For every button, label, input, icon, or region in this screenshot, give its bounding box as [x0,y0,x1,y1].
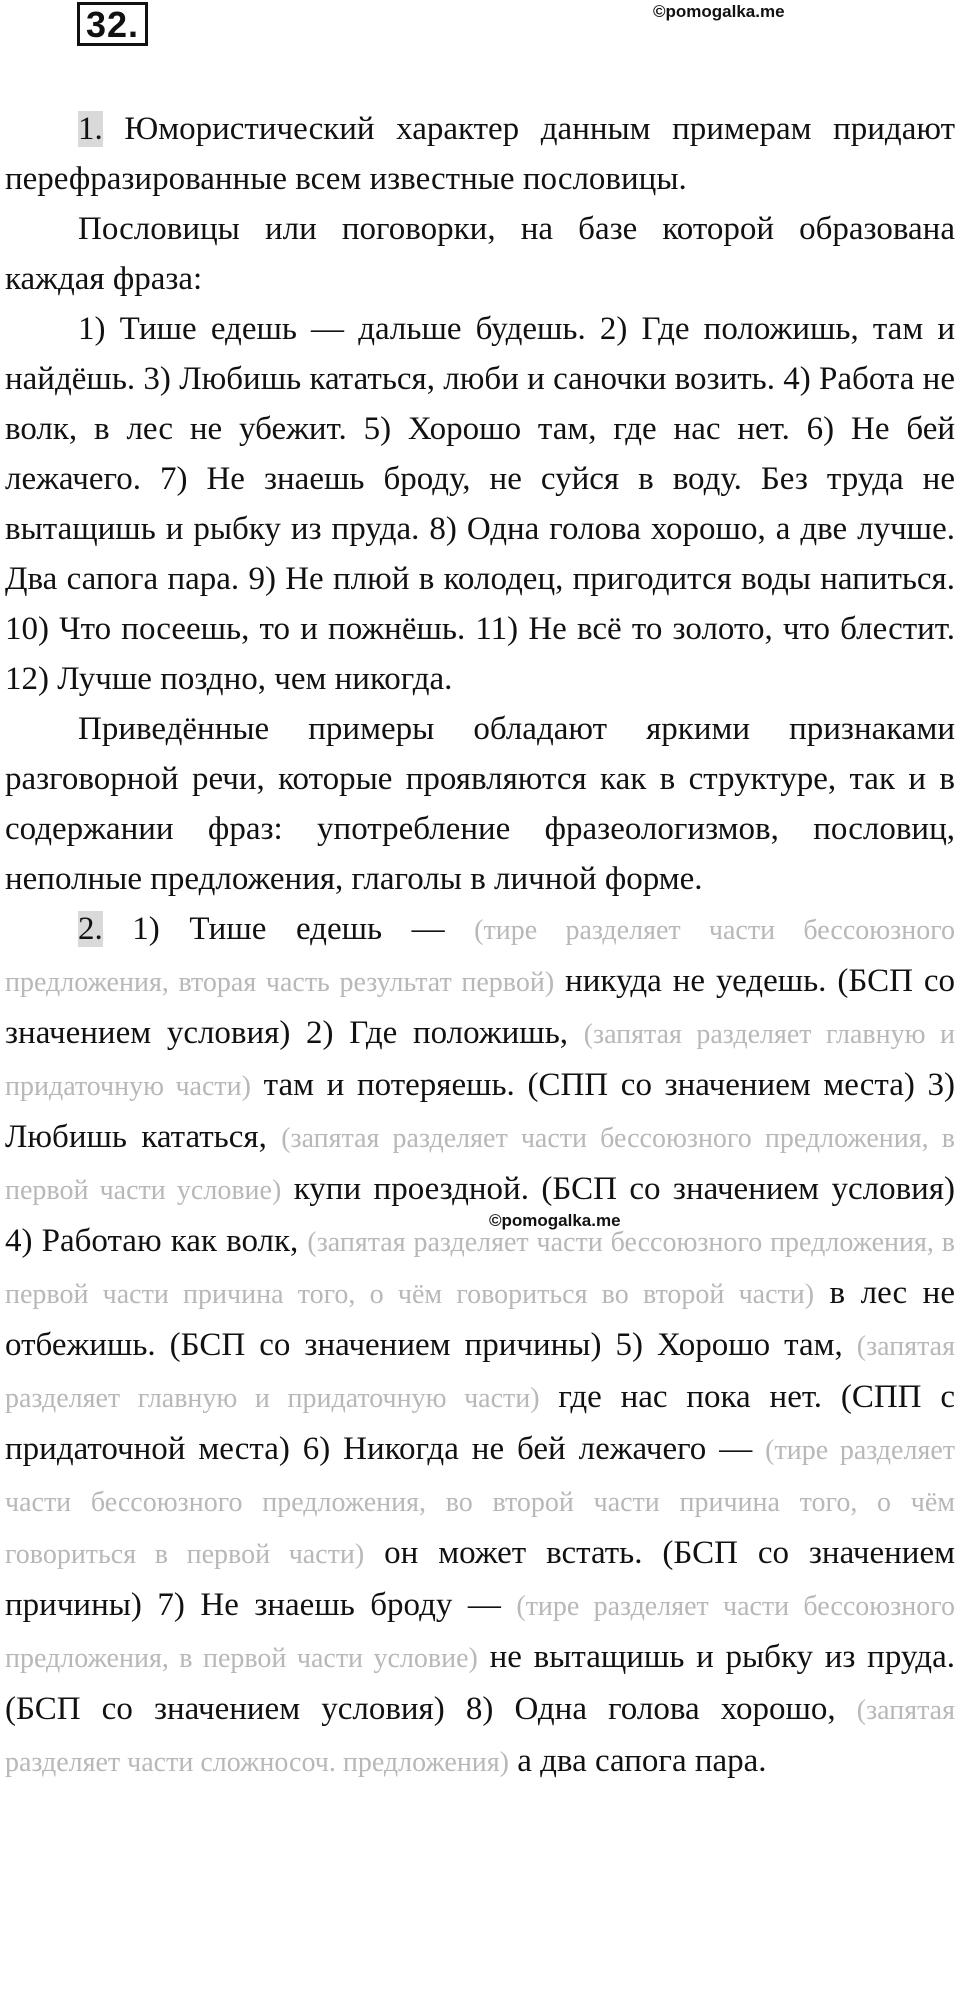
part2-note-5: (запятая разделяет главную и придаточную части) [5,1331,955,1414]
part2-text-9: а два сапога пара. [509,1743,767,1779]
part2-paragraph [5,904,955,1788]
part2-text-5: в лес не отбежишь. (БСП со значением причины) 5) Хорошо там, [5,1275,955,1363]
part2-text-1: 1) Тише едешь — [102,911,475,947]
part2-note-2: (запятая разделяет главную и придаточную части) [5,1019,955,1102]
solution-text [5,104,955,1788]
part1-paragraph-4 [5,704,955,904]
part2-number: 2. [78,911,103,947]
part1-p1-text: Юмористический характер данным примерам придают перефразированные всем известные пословицы. [5,111,955,197]
part1-paragraph-1 [5,104,955,204]
part2-text-2: никуда не уедешь. (БСП со значением условия) 2) Где положишь, [5,963,955,1051]
part1-paragraph-3 [5,304,955,704]
part1-p3-text: 1) Тише едешь — дальше будешь. 2) Где положишь, там и найдёшь. 3) Любишь кататься, люби и саночки возить. 4) Работа не волк, в лес не убежит. 5) Хорошо там, где нас нет. 6) Не бей лежачего. 7) Не знаешь броду, не суйся в воду. Без труда не вытащишь и рыбку из пруда. 8) Одна голова хорошо, а две лучше. Два сапога пара. 9) Не плюй в колодец, пригодится воды напиться. 10) Что посеешь, то и пожнёшь. 11) Не всё то золото, что блестит. 12) Лучше поздно, чем никогда. [5,311,955,697]
part1-paragraph-2 [5,204,955,304]
part2-note-4: (запятая разделяет части бессоюзного предложения, в первой части причина того, о чём говориться во второй части) [5,1227,955,1310]
task-number-box: 32. [77,2,148,46]
part2-note-6: (тире разделяет части бессоюзного предложения, во второй части причина того, о чём говориться в первой части) [5,1435,955,1570]
part2-text-7: он может встать. (БСП со значением причины) 7) Не знаешь броду — [5,1535,955,1623]
part2-text-4: купи проездной. (БСП со значением условия) 4) Работаю как волк, [5,1171,955,1259]
watermark-middle: ©pomogalka.me [489,1211,621,1230]
part2-text-6: где нас пока нет. (СПП с придаточной места) 6) Никогда не бей лежачего — [5,1379,955,1467]
part1-p4-text: Приведённые примеры обладают яркими признаками разговорной речи, которые проявляются как в структуре, так и в содержании фраз: употребление фразеологизмов, пословиц, неполные предложения, глаголы в личной форме. [5,711,955,897]
part2-text-8: не вытащишь и рыбку из пруда. (БСП со значением условия) 8) Одна голова хорошо, [5,1639,955,1727]
part2-note-1: (тире разделяет части бессоюзного предложения, вторая часть результат первой) [5,915,955,998]
watermark-top: ©pomogalka.me [653,2,785,21]
part2-text-3: там и потеряешь. (СПП со значением места) 3) Любишь кататься, [5,1067,956,1155]
part2-note-3: (запятая разделяет части бессоюзного предложения, в первой части условие) [5,1123,956,1206]
part1-p2-text: Пословицы или поговорки, на базе которой образована каждая фраза: [5,211,955,297]
part2-note-8: (запятая разделяет части сложносоч. предложения) [5,1695,955,1778]
part1-number: 1. [78,111,103,147]
part2-note-7: (тире разделяет части бессоюзного предложения, в первой части условие) [5,1591,955,1674]
